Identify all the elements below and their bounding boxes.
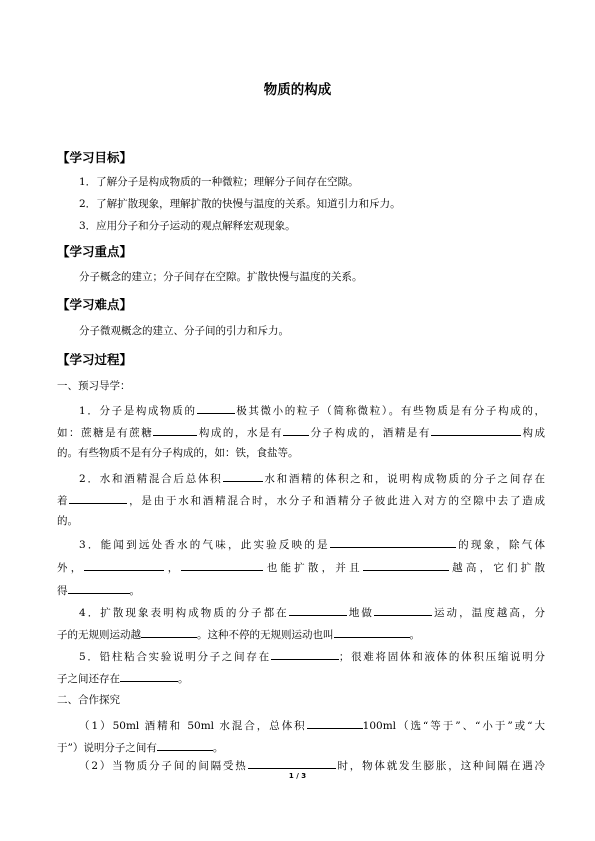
section-heading-goals: 【学习目标】	[57, 150, 133, 165]
answer-blank[interactable]	[223, 470, 263, 482]
question-4-line-1: 4．扩散现象表明构成物质的分子都在 地做 运动，温度越高，分	[79, 604, 545, 620]
explore-1-line-2: 于”）说明分子之间有 。	[57, 739, 223, 755]
section-heading-difficulties: 【学习难点】	[57, 297, 133, 312]
answer-blank[interactable]	[248, 757, 336, 769]
question-2-line-3: 的。	[57, 515, 78, 527]
section-heading-keypoints: 【学习重点】	[57, 244, 133, 259]
explore-2-line-1: （2）当物质分子间的间隔受热 时，物体就发生膨胀，这种间隔在遇冷	[79, 757, 545, 773]
answer-blank[interactable]	[69, 492, 127, 504]
answer-blank[interactable]	[120, 670, 178, 682]
answer-blank[interactable]	[181, 559, 263, 571]
part2-heading: 二、合作探究	[57, 694, 120, 706]
question-1-line-3: 的。有些物质不是有分子构成的，如：铁，食盐等。	[57, 447, 299, 459]
goal-item: 2．了解扩散现象，理解扩散的快慢与温度的关系。知道引力和斥力。	[79, 198, 401, 210]
question-4-line-2: 子的无规则运动越 。这种不停的无规则运动也叫 。	[57, 626, 420, 642]
question-1-line-2: 如：蔗糖是有蔗糖 构成的，水是有 分子构成的，酒精是有 构成	[57, 424, 545, 440]
answer-blank[interactable]	[289, 604, 347, 616]
part1-heading: 一、预习导学：	[57, 380, 131, 392]
answer-blank[interactable]	[141, 626, 197, 638]
question-3-line-1: 3．能闻到远处香水的气味，此实验反映的是 的现象，除气体	[79, 536, 545, 552]
question-2-line-2: 着 ，是由于水和酒精混合时，水分子和酒精分子彼此进入对方的空隙中去了造成	[57, 492, 545, 508]
answer-blank[interactable]	[307, 717, 363, 729]
answer-blank[interactable]	[84, 559, 164, 571]
keypoints-text: 分子概念的建立；分子间存在空隙。扩散快慢与温度的关系。	[79, 271, 363, 283]
explore-1-line-1: （1）50ml 酒精和 50ml 水混合，总体积 100ml（选“等于”、“小于”或“大	[79, 717, 545, 733]
answer-blank[interactable]	[363, 559, 449, 571]
answer-blank[interactable]	[157, 739, 213, 751]
question-3-line-3: 得 。	[57, 582, 140, 598]
answer-blank[interactable]	[334, 626, 410, 638]
question-2-line-1: 2．水和酒精混合后总体积 水和酒精的体积之和，说明构成物质的分子之间存在	[79, 470, 545, 486]
question-3-line-2: 外， ， 也能扩散，并且 越高，它们扩散	[57, 559, 545, 575]
answer-blank[interactable]	[271, 648, 339, 660]
answer-blank[interactable]	[330, 536, 456, 548]
answer-blank[interactable]	[283, 424, 309, 436]
answer-blank[interactable]	[153, 424, 197, 436]
difficulties-text: 分子微观概念的建立、分子间的引力和斥力。	[79, 325, 289, 337]
goal-item: 1．了解分子是构成物质的一种微粒；理解分子间存在空隙。	[79, 176, 359, 188]
section-heading-process: 【学习过程】	[57, 352, 133, 367]
answer-blank[interactable]	[374, 604, 432, 616]
answer-blank[interactable]	[431, 424, 521, 436]
question-5-line-2: 子之间还存在 。	[57, 670, 189, 686]
answer-blank[interactable]	[68, 582, 130, 594]
goal-item: 3．应用分子和分子运动的观点解释宏观现象。	[79, 220, 296, 232]
answer-blank[interactable]	[197, 402, 235, 414]
question-1-line-1: 1．分子是构成物质的 极其微小的粒子（简称微粒）。有些物质是有分子构成的，	[79, 402, 545, 418]
question-5-line-1: 5．铅柱粘合实验说明分子之间存在 ；很难将固体和液体的体积压缩说明分	[79, 648, 545, 664]
page-number: 1 / 3	[288, 772, 307, 780]
page-title: 物质的构成	[263, 82, 332, 98]
